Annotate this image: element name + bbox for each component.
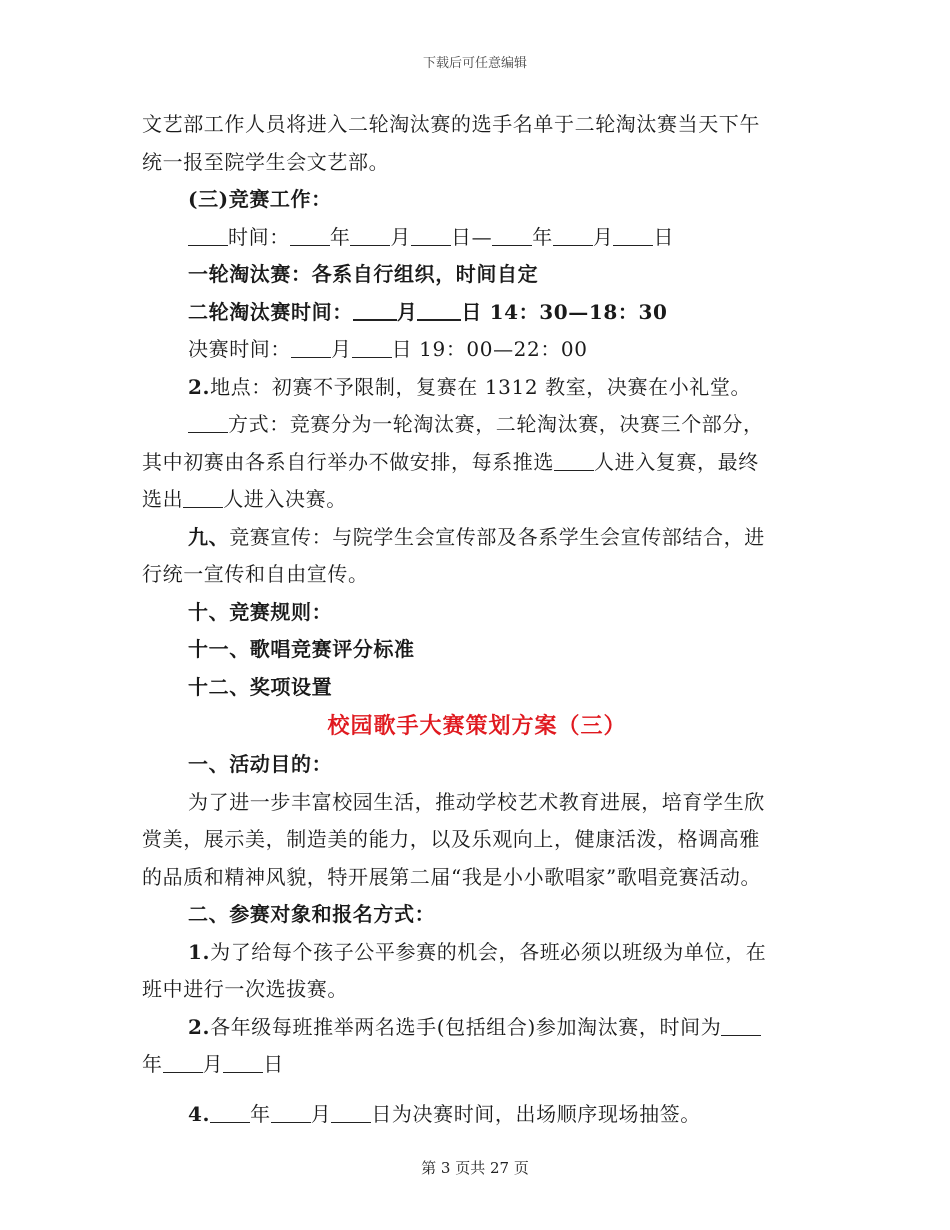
document-title: 校园歌手大赛策划方案（三） <box>327 713 627 739</box>
time-label: 时间： <box>228 224 290 249</box>
fill-blank <box>188 412 228 433</box>
list-text: 各年级每班推举两名选手(包括组合)参加淘汰赛，时间为 <box>210 1014 722 1039</box>
fill-blank <box>331 1102 371 1123</box>
paragraph-line: 统一报至院学生会文艺部。 <box>142 149 390 174</box>
section-12-heading: 十二、奖项设置 <box>188 674 333 699</box>
fill-blank <box>352 337 392 358</box>
round2-line <box>142 294 812 332</box>
fill-blank <box>188 225 228 246</box>
round1-line: 一轮淘汰赛：各系自行组织，时间自定 <box>188 262 539 286</box>
method-text: 人进入决赛。 <box>223 487 347 511</box>
fill-blank <box>210 1102 250 1123</box>
section-number: 九、 <box>188 524 230 549</box>
month-label: 月 <box>331 337 352 361</box>
list-number: 2. <box>188 1014 211 1039</box>
list-item-1 <box>142 934 812 972</box>
list-text: 为了给每个孩子公平参赛的机会，各班必须以班级为单位，在 <box>210 939 767 964</box>
list-number: 2. <box>188 374 211 399</box>
month-label: 月 <box>202 1052 224 1076</box>
fill-blank <box>411 225 451 246</box>
day-label: 日 <box>263 1052 284 1076</box>
day-label: 日— <box>451 224 493 249</box>
list-number: 4. <box>188 1101 211 1126</box>
method-text: 其中初赛由各系自行举办不做安排，每系推选 <box>142 449 554 474</box>
fill-blank <box>492 225 532 246</box>
location-text: 地点：初赛不予限制，复赛在 1312 教室，决赛在小礼堂。 <box>210 374 752 399</box>
month-label: 月 <box>396 299 418 324</box>
paragraph-line: 为了进一步丰富校园生活，推动学校艺术教育进展，培育学生欣 <box>188 789 765 814</box>
list-item-1-cont: 班中进行一次选拔赛。 <box>142 977 348 1001</box>
paragraph-line: 的品质和精神风貌，特开展第二届“我是小小歌唱家”歌唱竞赛活动。 <box>142 864 762 889</box>
fill-blank <box>291 337 331 358</box>
page-footer: 第 3 页共 27 页 <box>421 1159 529 1177</box>
fill-blank <box>163 1052 203 1073</box>
section-10-heading: 十、竞赛规则： <box>188 599 333 624</box>
fill-blank <box>183 487 223 508</box>
section-9-line: 行统一宣传和自由宣传。 <box>142 562 369 586</box>
year-label: 年 <box>250 1101 271 1126</box>
list-item-2 <box>142 1009 812 1047</box>
section-11-heading: 十一、歌唱竞赛评分标准 <box>188 637 415 661</box>
method-line <box>142 444 812 482</box>
year-label: 年 <box>532 224 553 249</box>
fill-blank <box>613 225 653 246</box>
paragraph-line: 文艺部工作人员将进入二轮淘汰赛的选手名单于二轮淘汰赛当天下午 <box>142 112 760 136</box>
final-line <box>142 331 812 369</box>
fill-blank <box>290 225 330 246</box>
fill-blank <box>554 450 594 471</box>
year-label: 年 <box>142 1052 163 1076</box>
fill-blank <box>353 299 397 321</box>
time-line <box>142 219 812 257</box>
page-header: 下载后可任意编辑 <box>422 56 527 71</box>
month-label: 月 <box>390 224 412 249</box>
list-item-2-cont <box>142 1046 812 1084</box>
fill-blank <box>721 1015 761 1036</box>
section-heading-competition-work: (三)竞赛工作： <box>188 187 332 211</box>
document-body <box>142 106 812 1133</box>
method-text: 方式：竞赛分为一轮淘汰赛，二轮淘汰赛，决赛三个部分， <box>228 412 764 436</box>
fill-blank <box>417 299 461 321</box>
year-label: 年 <box>329 224 351 249</box>
method-text: 人进入复赛，最终 <box>594 449 759 474</box>
method-text: 选出 <box>142 487 184 511</box>
day-label: 日 <box>653 224 675 249</box>
list-item-4 <box>142 1096 812 1134</box>
list-text: 日为决赛时间，出场顺序现场抽签。 <box>371 1101 701 1126</box>
month-label: 月 <box>592 224 614 249</box>
list-number: 1. <box>188 939 211 964</box>
final-time: 日 19：00—22：00 <box>391 337 588 361</box>
fill-blank <box>223 1052 263 1073</box>
section-9-line <box>142 519 812 557</box>
final-label: 决赛时间： <box>188 337 291 361</box>
fill-blank <box>271 1102 311 1123</box>
round2-label: 二轮淘汰赛时间： <box>188 299 353 324</box>
paragraph-line: 赏美，展示美，制造美的能力，以及乐观向上，健康活泼，格调高雅 <box>142 827 760 851</box>
heading-participants: 二、参赛对象和报名方式： <box>188 902 436 926</box>
round2-time: 日 14：30—18：30 <box>461 299 668 324</box>
location-line <box>142 369 812 407</box>
method-line <box>142 481 812 519</box>
method-line <box>142 406 812 444</box>
section-text: 竞赛宣传：与院学生会宣传部及各系学生会宣传部结合，进 <box>229 524 765 549</box>
fill-blank <box>553 225 593 246</box>
heading-activity-purpose: 一、活动目的： <box>188 752 333 776</box>
fill-blank <box>350 225 390 246</box>
month-label: 月 <box>310 1101 332 1126</box>
